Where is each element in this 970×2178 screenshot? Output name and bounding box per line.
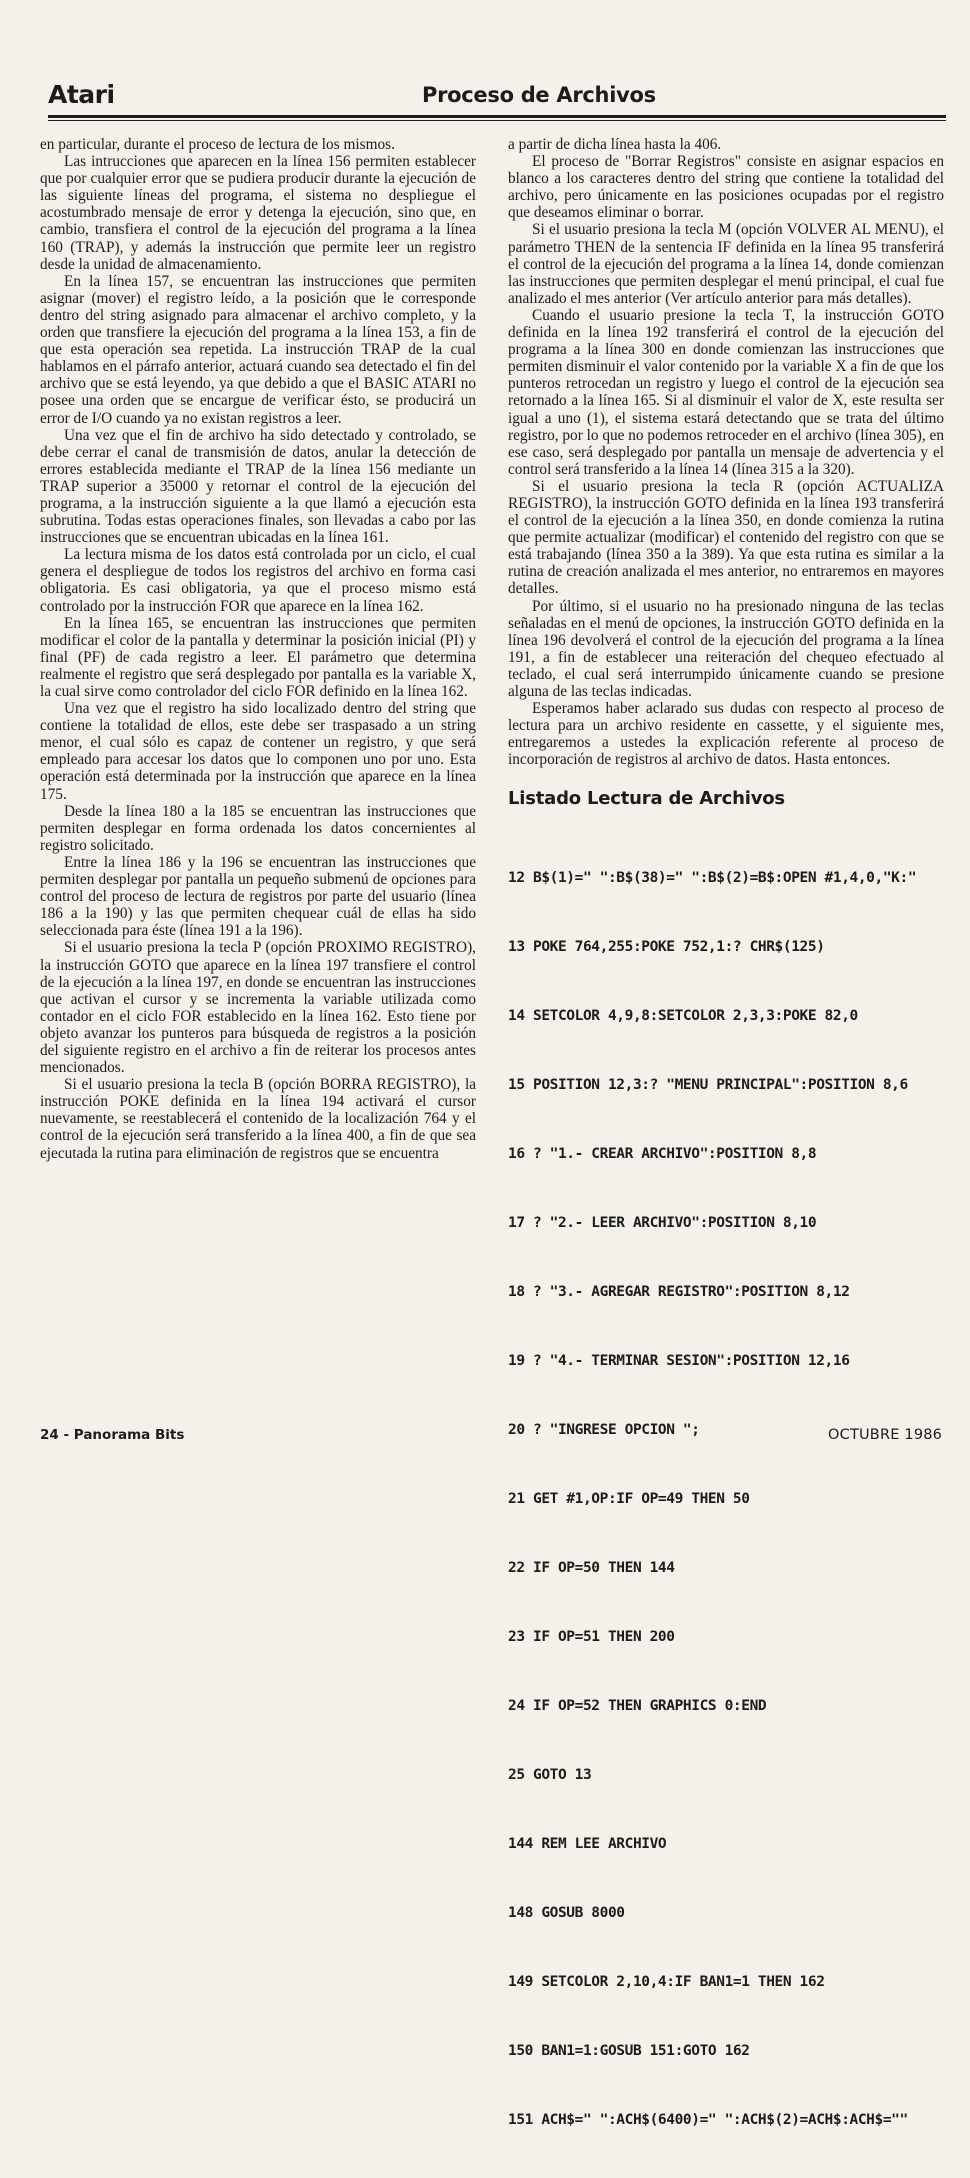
paragraph: Una vez que el registro ha sido localizado dentro del string que contiene la totalidad de ellos, este debe ser traspasado a un string menor, el cual sólo es capaz de contener un registro, y que será empleado para accesar los datos que lo componen uno por uno. Esta operación está determinada por la instrucción que aparece en la línea 175. xyxy=(40,700,476,803)
paragraph: a partir de dicha línea hasta la 406. xyxy=(508,136,722,153)
paragraph: Cuando el usuario presione la tecla T, la instrucción GOTO definida en la línea 192 transferirá el control de la ejecución del programa a la línea 300 en donde comienzan las instrucciones que permiten disminuir el valor contenido por la variable X a fin de que los punteros retrocedan un registro y luego el control de la ejecución sea retornado a la línea 165. Si al disminuir el valor de X, este resulta ser igual a uno (1), el sistema estará detectando que se trata del último registro, por lo que no podemos retroceder en el archivo (línea 305), en ese caso, será desplegado por pantalla un mensaje de advertencia y el control será transferido a la línea 14 (línea 315 a la 320). xyxy=(508,306,944,478)
code-line: 150 BAN1=1:GOSUB 151:GOTO 162 xyxy=(508,2043,750,2060)
paragraph: Esperamos haber aclarado sus dudas con respecto al proceso de lectura para un archivo residente en cassette, y el siguiente mes, entregaremos a ustedes la explicación referente al proceso de incorporación de registros al archivo de datos. Hasta entonces. xyxy=(508,700,944,769)
paragraph: Las intrucciones que aparecen en la línea 156 permiten establecer que por cualquier error que se pudiera producir durante la ejecución de las siguiente líneas del programa, el sistema no despliegue el acostumbrado mensaje de error y detenga la ejecución, sino que, en cambio, transfiera el control de la ejecución del programa a la línea 160 (TRAP), y además la instrucción que permite leer un registro desde la unidad de almacenamiento. xyxy=(40,153,476,273)
code-line: 22 IF OP=50 THEN 144 xyxy=(508,1560,675,1577)
paragraph: Por último, si el usuario no ha presionado ninguna de las teclas señaladas en el menú de opciones, la instrucción GOTO definida en la línea 196 devolverá el control de la ejecución del programa a la línea 191, a fin de establecer una reiteración del chequeo efectuado al teclado, el cual será interrumpido únicamente cuando se presione alguna de las teclas indicadas. xyxy=(508,597,944,700)
header-rule-thin xyxy=(48,120,946,121)
code-line: 13 POKE 764,255:POKE 752,1:? CHR$(125) xyxy=(508,939,825,956)
code-line: 20 ? "INGRESE OPCION "; xyxy=(508,1422,700,1439)
code-line: 25 GOTO 13 xyxy=(508,1767,592,1784)
right-column xyxy=(508,136,944,2178)
magazine-section-brand: Atari xyxy=(48,80,115,109)
paragraph: Una vez que el fin de archivo ha sido detectado y controlado, se debe cerrar el canal de transmisión de datos, anular la detección de errores establecida mediante el TRAP de la línea 156 mediante un TRAP superior a 35000 y retornar el control de la ejecución del programa, a la instrucción siguiente a la que llamó a ejecución esta subrutina. Todas estas operaciones finales, son llevadas a cabo por las instrucciones que se encuentran ubicadas en la línea 161. xyxy=(40,426,476,547)
code-line: 16 ? "1.- CREAR ARCHIVO":POSITION 8,8 xyxy=(508,1146,817,1163)
page-footer-issue: 24 - Panorama Bits xyxy=(40,1427,185,1443)
code-line: 148 GOSUB 8000 xyxy=(508,1905,625,1922)
paragraph: Desde la línea 180 a la 185 se encuentran las instrucciones que permiten desplegar en forma ordenada los datos concernientes al registro solicitado. xyxy=(40,802,476,854)
code-line: 12 B$(1)=" ":B$(38)=" ":B$(2)=B$:OPEN #1,4,0,"K:" xyxy=(508,870,917,887)
header-rule-thick xyxy=(48,115,946,118)
left-column xyxy=(40,136,476,1162)
code-line: 144 REM LEE ARCHIVO xyxy=(508,1836,667,1853)
article-section-title: Proceso de Archivos xyxy=(422,83,656,107)
listing-title: Listado Lectura de Archivos xyxy=(508,788,785,810)
paragraph: Si el usuario presiona la tecla R (opción ACTUALIZA REGISTRO), la instrucción GOTO definida en la línea 193 transferirá el control de la ejecución a la línea 350, en donde comienza la rutina que permite actualizar (modificar) el contenido del registro con que se está trabajando (línea 350 a la 389). Ya que esta rutina es similar a la rutina de creación analizada el mes anterior, no entraremos en mayores detalles. xyxy=(508,477,944,598)
page-header xyxy=(48,80,946,124)
code-line: 14 SETCOLOR 4,9,8:SETCOLOR 2,3,3:POKE 82,0 xyxy=(508,1008,858,1025)
paragraph: El proceso de "Borrar Registros" consiste en asignar espacios en blanco a los caracteres dentro del string que contiene la totalidad del archivo, pero únicamente en las posiciones ocupadas por el registro que deseamos eliminar o borrar. xyxy=(508,153,944,222)
paragraph: Si el usuario presiona la tecla M (opción VOLVER AL MENU), el parámetro THEN de la sentencia IF definida en la línea 95 transferirá el control de la ejecución del programa a la línea 14, donde comienzan las instrucciones que permiten desplegar el menú principal, el cual fue analizado el mes anterior (Ver artículo anterior para más detalles). xyxy=(508,221,944,307)
paragraph: Si el usuario presiona la tecla B (opción BORRA REGISTRO), la instrucción POKE definida en la línea 194 activará el cursor nuevamente, se reestablecerá el contenido de la localización 764 y el control de la ejecución será transferido a la línea 400, a fin de que sea ejecutada la rutina para eliminación de registros que se encuentra xyxy=(40,1076,476,1162)
paragraph: Entre la línea 186 y la 196 se encuentran las instrucciones que permiten desplegar por pantalla un pequeño submenú de opciones para control del proceso de lectura de registros por parte del usuario (línea 186 a la 190) y las que permiten chequear cuál de ellas ha sido seleccionada para éste (línea 191 a la 196). xyxy=(40,853,476,940)
code-line: 149 SETCOLOR 2,10,4:IF BAN1=1 THEN 162 xyxy=(508,1974,825,1991)
code-line: 19 ? "4.- TERMINAR SESION":POSITION 12,16 xyxy=(508,1353,850,1370)
code-line: 151 ACH$=" ":ACH$(6400)=" ":ACH$(2)=ACH$:ACH$="" xyxy=(508,2112,908,2129)
code-line: 17 ? "2.- LEER ARCHIVO":POSITION 8,10 xyxy=(508,1215,817,1232)
page-footer-date: OCTUBRE 1986 xyxy=(828,1427,943,1443)
code-line: 21 GET #1,OP:IF OP=49 THEN 50 xyxy=(508,1491,750,1508)
paragraph: En la línea 165, se encuentran las instrucciones que permiten modificar el color de la pantalla y determinar la posición inicial (PI) y final (PF) de cada registro a leer. El parámetro que determina realmente el registro que será desplegado por pantalla es la variable X, la cual sirve como controlador del ciclo FOR definido en la línea 162. xyxy=(40,614,476,700)
paragraph: En la línea 157, se encuentran las instrucciones que permiten asignar (mover) el registro leído, a la posición que le corresponde dentro del string asignado para almacenar el archivo completo, y la orden que transfiere la ejecución del programa a la línea 153, a fin de que esta operación sea repetida. La instrucción TRAP de la cual hablamos en el párrafo anterior, actuará cuando sea detectado el fin del archivo que se está leyendo, ya que debido a que el BASIC ATARI no posee una orden que se encargue de verificar ésto, se producirá un error de I/O cuando ya no existan registros a leer. xyxy=(40,272,476,427)
code-line: 23 IF OP=51 THEN 200 xyxy=(508,1629,675,1646)
paragraph: La lectura misma de los datos está controlada por un ciclo, el cual genera el despliegue de todos los registros del archivo en forma casi obligatoria. Es casi obligatoria, ya que el proceso mismo está controlado por la instrucción FOR que aparece en la línea 162. xyxy=(40,546,476,615)
code-line: 18 ? "3.- AGREGAR REGISTRO":POSITION 8,12 xyxy=(508,1284,850,1301)
code-line: 15 POSITION 12,3:? "MENU PRINCIPAL":POSITION 8,6 xyxy=(508,1077,908,1094)
code-listing xyxy=(508,821,944,2178)
paragraph: Si el usuario presiona la tecla P (opción PROXIMO REGISTRO), la instrucción GOTO que aparece en la línea 197 transfiere el control de la ejecución a la línea 197, en donde se encuentran las instrucciones que activan el cursor y se incrementa la variable utilizada como contador en el ciclo FOR establecido en la línea 162. Esto tiene por objeto avanzar los punteros para búsqueda de registros a la posición del siguiente registro en el archivo a fin de reiterar los procesos antes mencionados. xyxy=(40,939,476,1077)
code-line: 24 IF OP=52 THEN GRAPHICS 0:END xyxy=(508,1698,767,1715)
paragraph: en particular, durante el proceso de lectura de los mismos. xyxy=(40,136,395,153)
